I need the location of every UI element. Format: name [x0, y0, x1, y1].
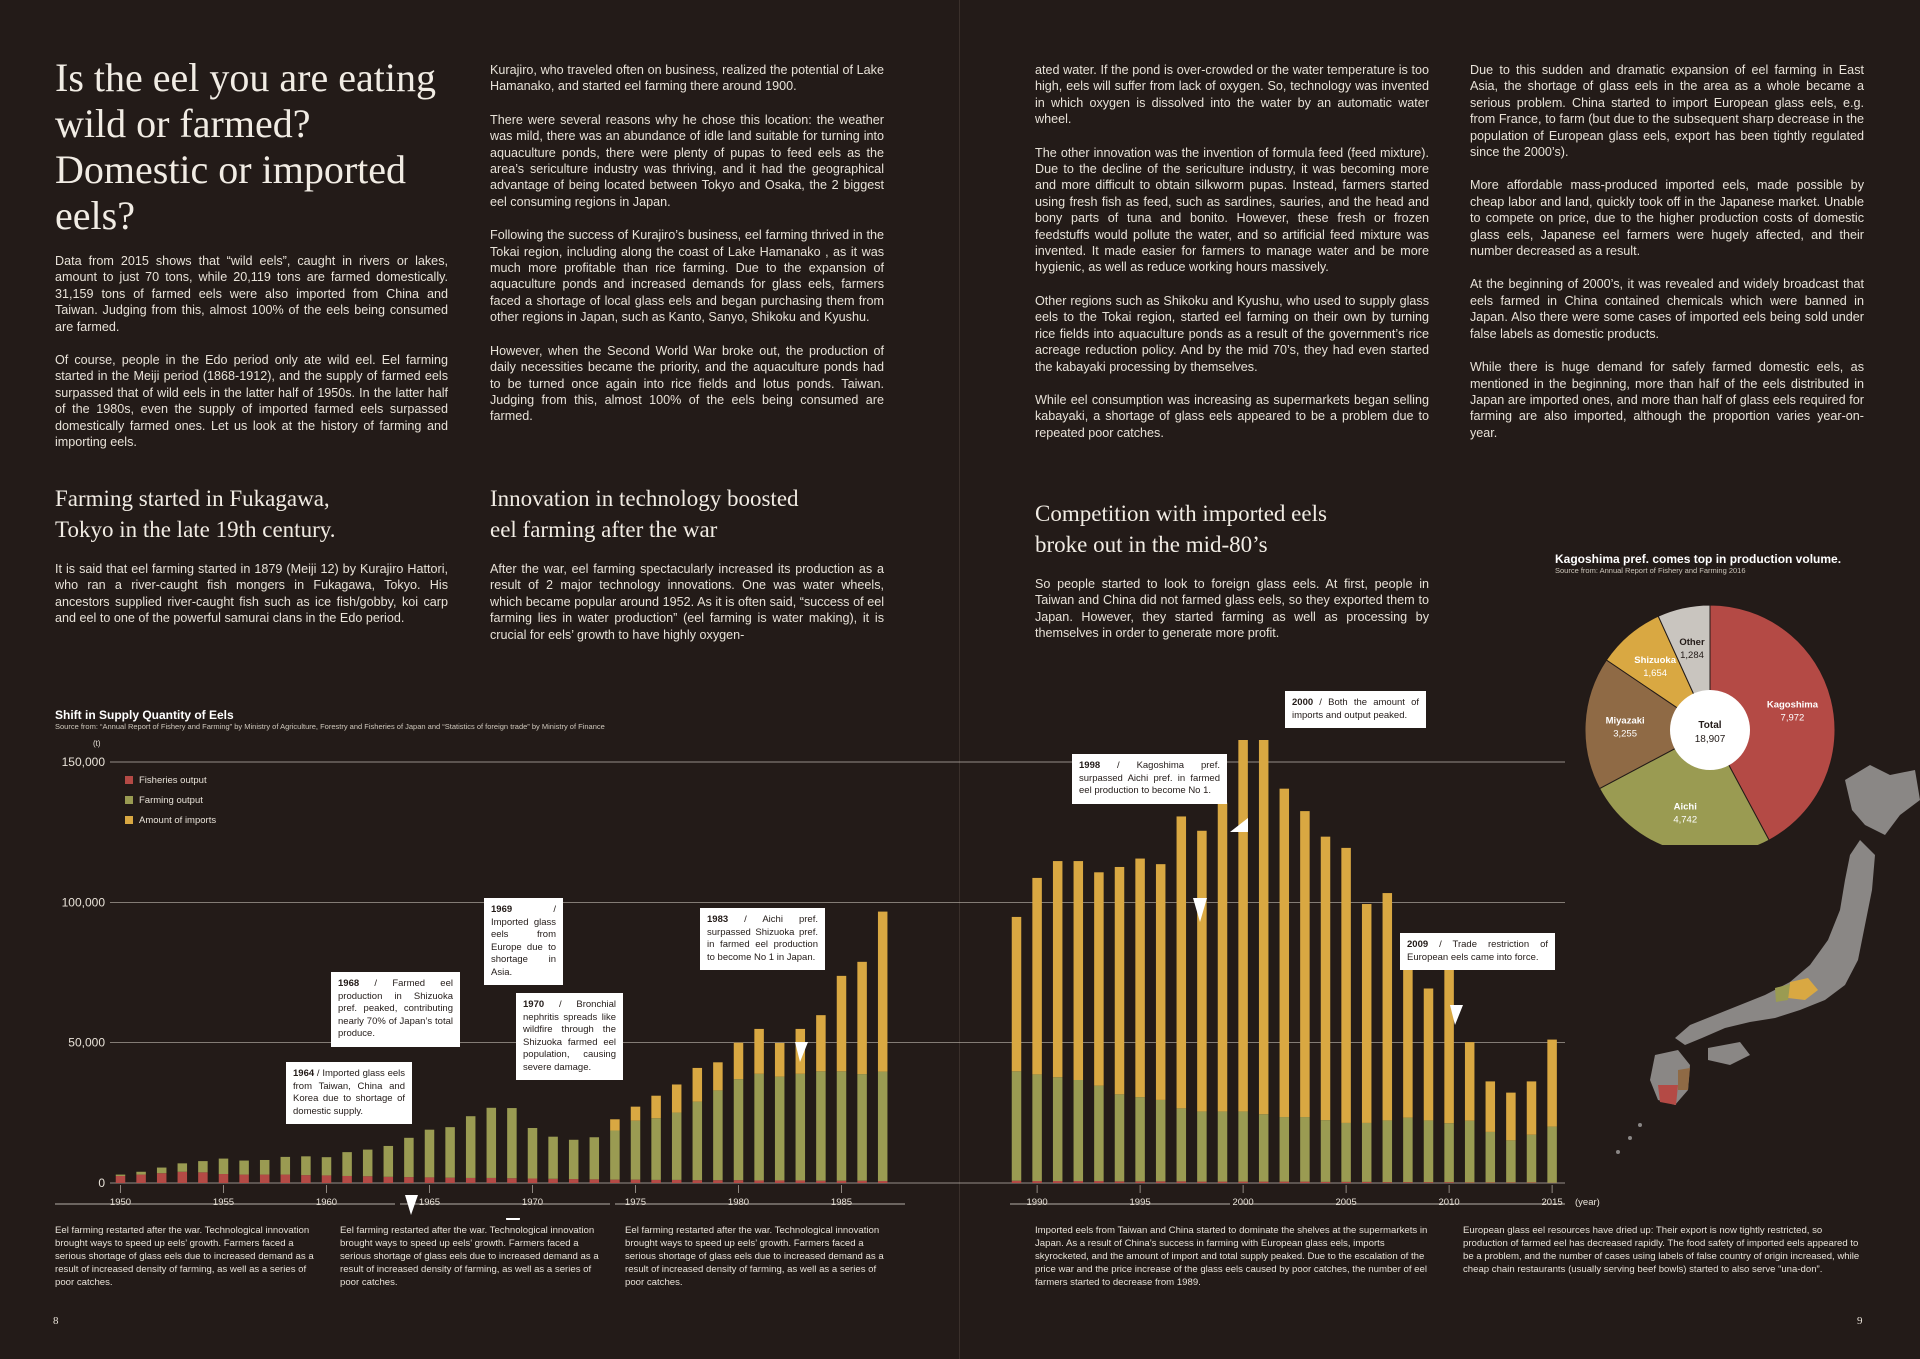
paragraph: It is said that eel farming started in 1879 (Meiji 12) by Kurajiro Hattori, who ran a river-caught fish mongers in Fukagawa, Tokyo. His ancestors supplied river-caught fish such as ice fish/gobby, koi carp and eel to one of the powerful samurai clans in the Edo period. — [55, 562, 448, 626]
paragraph: After the war, eel farming spectacularly increased its production as a result of 2 major technology innovations. One was water wheels, which became popular around 1952. As it is often said, “success of eel farming lies in water production” (eel farming is water making), it is crucial for eels’ growth to have highly oxygen- — [490, 562, 884, 642]
bar-farming-1981 — [754, 1074, 764, 1181]
column-4 — [1470, 62, 1864, 458]
bar-fisheries-1990 — [1032, 1181, 1042, 1183]
bar-fisheries-2006 — [1362, 1182, 1372, 1183]
bar-farming-2000 — [1238, 1111, 1248, 1181]
map-honshu — [1675, 840, 1875, 1045]
bar-imports-1977 — [672, 1084, 682, 1112]
pie-label-name: Miyazaki — [1605, 715, 1645, 727]
bar-imports-2005 — [1341, 848, 1351, 1123]
callout-year: 1998 — [1079, 760, 1101, 771]
paragraph: There were several reasons why he chose this location: the weather was mild, there was an abundance of idle land suitable for turning into aquaculture ponds, there were plenty of pupas to feed eels as the area’s sericulture industry was thriving, and it had the geographical advantage of being located between Tokyo and Osaka, the 2 biggest eel consuming regions in Japan. — [490, 112, 884, 209]
callout-text: Aichi pref. surpassed Shizuoka pref. in farmed eel production to become No 1 in Japan. — [707, 914, 818, 963]
bar-imports-1998 — [1197, 831, 1207, 1112]
bar-imports-1976 — [651, 1096, 661, 1118]
bar-fisheries-1951 — [136, 1175, 146, 1183]
bar-farming-1970 — [528, 1128, 538, 1179]
pie-chart-header — [1555, 552, 1875, 575]
bar-imports-1994 — [1115, 867, 1125, 1094]
bar-fisheries-1973 — [590, 1179, 600, 1183]
legend-swatch — [125, 816, 133, 824]
y-axis-unit: (t) — [93, 740, 101, 748]
bar-farming-1962 — [363, 1150, 373, 1177]
bar-farming-1987 — [878, 1072, 888, 1181]
callout-text: Farmed eel production in Shizuoka pref. peaked, contributing nearly 70% of Japan’s total produce. — [338, 978, 453, 1039]
bar-farming-1971 — [548, 1137, 558, 1179]
map-aichi — [1775, 984, 1790, 1002]
bar-fisheries-1952 — [157, 1173, 167, 1183]
x-tick-label: 1990 — [1026, 1197, 1048, 1208]
bar-farming-2010 — [1444, 1123, 1454, 1182]
bar-farming-2014 — [1527, 1135, 1537, 1183]
bar-fisheries-1955 — [219, 1174, 229, 1183]
map-miyazaki — [1678, 1068, 1690, 1090]
bar-farming-1990 — [1032, 1074, 1042, 1181]
bar-fisheries-2001 — [1259, 1182, 1269, 1183]
bar-fisheries-1980 — [734, 1180, 744, 1183]
bar-farming-2011 — [1465, 1121, 1475, 1183]
bar-fisheries-1998 — [1197, 1182, 1207, 1183]
callout-year: 1970 — [523, 999, 545, 1010]
paragraph: While there is huge demand for safely farmed domestic eels, as mentioned in the beginning, more than half of the eels distributed in Japan are imported ones, and more than half of glass eels required for farming are also imported, although the proportion varies year-on-year. — [1470, 360, 1864, 440]
callout-2000: 2000 / Both the amount of imports and output peaked. — [1285, 691, 1426, 728]
callout-1983: 1983 / Aichi pref. surpassed Shizuoka pref. in farmed eel production to become No 1 in Japan. — [700, 908, 825, 970]
bar-farming-2005 — [1341, 1123, 1351, 1182]
bar-farming-1999 — [1218, 1111, 1228, 1181]
era-note: Eel farming restarted after the war. Technological innovation brought ways to speed up eels’ growth. Farmers faced a serious shortage of glass eels due to increased demand as a result of increased density of farming, as well as a series of poor catches. — [625, 1225, 884, 1288]
pie-total-label: Total — [1698, 720, 1722, 731]
bar-fisheries-1991 — [1053, 1181, 1063, 1183]
bar-fisheries-1981 — [754, 1180, 764, 1183]
bar-farming-2001 — [1259, 1114, 1269, 1181]
bar-imports-1982 — [775, 1043, 785, 1077]
bar-fisheries-2000 — [1238, 1182, 1248, 1183]
bar-fisheries-1969 — [507, 1178, 517, 1183]
bar-imports-1979 — [713, 1062, 723, 1090]
bar-imports-2013 — [1506, 1093, 1516, 1141]
bar-farming-1978 — [693, 1102, 703, 1181]
legend-swatch — [125, 776, 133, 784]
callout-pointer — [506, 1218, 520, 1220]
bar-fisheries-1989 — [1012, 1181, 1022, 1183]
column-2-lower — [490, 561, 884, 660]
bar-fisheries-1993 — [1094, 1181, 1104, 1183]
x-axis-unit: (year) — [1575, 1197, 1600, 1208]
bar-farming-1954 — [198, 1161, 208, 1172]
bar-imports-1991 — [1053, 861, 1063, 1077]
bar-fisheries-1967 — [466, 1178, 476, 1183]
paragraph: However, when the Second World War broke out, the production of daily necessities became the priority, and the aquaculture ponds had to be turned once again into rice fields and lotus ponds. Taiwan. Judging from this, almost 100% of the eels being consumed are farmed. — [490, 343, 884, 424]
legend-imports — [125, 810, 216, 830]
bar-farming-1952 — [157, 1168, 167, 1174]
bar-farming-1977 — [672, 1113, 682, 1180]
callout-text: Both the amount of imports and output peaked. — [1292, 697, 1419, 721]
bar-farming-1995 — [1135, 1097, 1145, 1181]
bar-fisheries-1996 — [1156, 1181, 1166, 1183]
bar-farming-1966 — [445, 1127, 455, 1178]
bar-fisheries-1966 — [445, 1178, 455, 1183]
callout-year: 1964 — [293, 1068, 315, 1079]
paragraph: So people started to look to foreign glass eels. At first, people in Taiwan and China did not farmed glass eels, so they exported them to Japan. However, they started farming as well as processing by themselves in order to generate more profit. — [1035, 577, 1429, 641]
bar-imports-2008 — [1403, 949, 1413, 1117]
callout-year: 1968 — [338, 978, 360, 989]
bar-imports-1980 — [734, 1043, 744, 1079]
supply-chart-title: Shift in Supply Quantity of Eels — [55, 708, 234, 722]
legend-label: Farming output — [139, 794, 203, 806]
pie-total-value: 18,907 — [1694, 734, 1726, 745]
callout-2009: 2009 / Trade restriction of European eels came into force. — [1400, 933, 1555, 970]
x-tick-label: 1950 — [109, 1197, 132, 1208]
bar-imports-1978 — [693, 1068, 703, 1102]
bar-fisheries-1961 — [342, 1176, 352, 1183]
bar-fisheries-1978 — [693, 1180, 703, 1183]
callout-year: 2000 — [1292, 697, 1314, 708]
bar-farming-1993 — [1094, 1086, 1104, 1181]
paragraph: Data from 2015 shows that “wild eels”, caught in rivers or lakes, amount to just 70 tons, while 20,119 tons are farmed domestically. 31,159 tons of farmed eels were also imported from China and Taiwan. Judging from this, almost 100% of the eels being consumed are farmed. — [55, 254, 448, 334]
bar-fisheries-2004 — [1321, 1182, 1331, 1183]
column-2 — [490, 62, 884, 442]
bar-imports-2007 — [1383, 893, 1393, 1120]
column-3 — [1035, 62, 1429, 458]
paragraph: While eel consumption was increasing as supermarkets began selling kabayaki, a shortage of glass eels appeared to be a problem due to repeated poor catches. — [1035, 392, 1429, 440]
x-tick-label: 1985 — [830, 1197, 853, 1208]
bar-imports-1989 — [1012, 917, 1022, 1071]
bar-farming-1969 — [507, 1108, 517, 1178]
bar-farming-1998 — [1197, 1111, 1207, 1181]
y-tick-label: 150,000 — [61, 755, 105, 769]
paragraph: Due to this sudden and dramatic expansion of eel farming in East Asia, the shortage of glass eels in the area as a whole became a serious problem. China started to import European glass eels, e.g. from France, to farm (but due to the subsequent sharp decrease in the population of European glass eels, export has been tightly regulated since the 2000’s). — [1470, 63, 1864, 160]
bar-fisheries-1994 — [1115, 1181, 1125, 1183]
paragraph: Other regions such as Shikoku and Kyushu, who used to supply glass eels to the Tokai region, started eel farming on their own by turning rice fields into aquaculture ponds as a result of the government’s rice acreage reduction policy. And by the mid 70’s, they had even started the kabayaki processing by themselves. — [1035, 293, 1429, 374]
paragraph: Following the success of Kurajiro’s business, eel farming thrived in the Tokai region, including along the coast of Lake Hamanako , as it was much more profitable than rice farming. Due to the expansion of aquaculture ponds and increased demands for glass eels, farmers faced a shortage of local glass eels and began purchasing them from other regions in Japan, such as Kanto, Sanyo, Shikoku and Kyushu. — [490, 228, 884, 325]
bar-farming-1991 — [1053, 1077, 1063, 1181]
bar-fisheries-1982 — [775, 1180, 785, 1183]
bar-farming-1961 — [342, 1152, 352, 1176]
bar-farming-1986 — [857, 1074, 867, 1181]
bar-fisheries-2012 — [1486, 1182, 1496, 1183]
legend-farming — [125, 790, 216, 810]
supply-chart-source: Source from: “Annual Report of Fishery and Farming” by Ministry of Agriculture, Forestry and Fisheries of Japan and “Statistics of foreign trade” by Ministry of Finance — [55, 722, 605, 731]
legend-label: Fisheries output — [139, 774, 207, 786]
bar-fisheries-1960 — [322, 1175, 332, 1183]
bar-farming-1972 — [569, 1140, 579, 1179]
bar-farming-2002 — [1280, 1117, 1290, 1182]
bar-farming-1992 — [1074, 1080, 1084, 1181]
era-note: European glass eel resources have dried up: Their export is now tightly restricted, so production of farmed eel has decreased rapidly. The food safety of imported eels appeared to be a problem, and the number of cases using labels of false country of origin increased, while cheap chain restaurants (usually serving beef bowls) started to also serve “una-don”. — [1463, 1225, 1860, 1275]
bar-imports-1985 — [837, 976, 847, 1071]
bar-fisheries-2007 — [1383, 1182, 1393, 1183]
bar-imports-1993 — [1094, 872, 1104, 1085]
y-tick-label: 0 — [98, 1176, 105, 1190]
bar-farming-1976 — [651, 1118, 661, 1180]
bar-farming-1984 — [816, 1071, 826, 1180]
bar-fisheries-1974 — [610, 1180, 620, 1183]
bar-fisheries-1957 — [260, 1175, 270, 1183]
bar-farming-1974 — [610, 1131, 620, 1180]
bar-farming-2015 — [1547, 1127, 1557, 1183]
y-tick-label: 50,000 — [68, 1035, 105, 1050]
bar-farming-1953 — [178, 1163, 188, 1171]
bar-farming-1965 — [425, 1130, 435, 1178]
bar-farming-2012 — [1486, 1132, 1496, 1183]
bar-fisheries-2011 — [1465, 1182, 1475, 1183]
bar-farming-1982 — [775, 1077, 785, 1181]
bar-fisheries-2008 — [1403, 1182, 1413, 1183]
callout-1968: 1968 / Farmed eel production in Shizuoka pref. peaked, contributing nearly 70% of Japan’s total produce. — [331, 972, 460, 1047]
bar-fisheries-1979 — [713, 1180, 723, 1183]
map-island — [1628, 1136, 1632, 1140]
bar-fisheries-1995 — [1135, 1181, 1145, 1183]
callout-1964: 1964 / Imported glass eels from Taiwan, China and Korea due to shortage of domestic supply. — [286, 1062, 412, 1124]
pie-label-value: 4,742 — [1673, 814, 1698, 826]
bar-farming-1964 — [404, 1138, 414, 1177]
x-tick-label: 2000 — [1232, 1197, 1254, 1208]
bar-imports-2010 — [1444, 963, 1454, 1123]
y-tick-label: 100,000 — [61, 895, 105, 910]
pie-chart-source: Source from: Annual Report of Fishery and Farming 2016 — [1555, 566, 1746, 575]
bar-farming-1985 — [837, 1071, 847, 1180]
bar-imports-1974 — [610, 1119, 620, 1130]
bar-fisheries-1977 — [672, 1180, 682, 1183]
bar-fisheries-1964 — [404, 1177, 414, 1183]
callout-pointer — [405, 1195, 418, 1215]
bar-imports-2014 — [1527, 1081, 1537, 1134]
bar-fisheries-1963 — [384, 1177, 394, 1183]
x-tick-label: 2005 — [1335, 1197, 1357, 1208]
pie-label-value: 1,284 — [1680, 649, 1704, 661]
bar-farming-1979 — [713, 1090, 723, 1180]
bar-imports-1981 — [754, 1029, 764, 1074]
legend-swatch — [125, 796, 133, 804]
x-tick-label: 1970 — [521, 1197, 544, 1208]
bar-farming-1950 — [116, 1175, 126, 1176]
bar-farming-1975 — [631, 1121, 641, 1180]
bar-fisheries-1971 — [548, 1179, 558, 1183]
callout-1970: 1970 / Bronchial nephritis spreads like wildfire through the Shizuoka farmed eel population, causing severe damage. — [516, 993, 623, 1080]
bar-fisheries-1976 — [651, 1180, 661, 1183]
section-heading: Innovation in technology boosted eel farming after the war — [490, 486, 799, 542]
article-title: Is the eel you are eating wild or farmed? Domestic or imported eels? — [55, 55, 436, 238]
bar-fisheries-1992 — [1074, 1181, 1084, 1183]
bar-fisheries-2009 — [1424, 1182, 1434, 1183]
section-heading: Farming started in Fukagawa, Tokyo in the late 19th century. — [55, 486, 336, 542]
bar-fisheries-1997 — [1177, 1181, 1187, 1183]
bar-imports-2004 — [1321, 837, 1331, 1120]
section-heading: Competition with imported eels broke out in the mid-80’s — [1035, 501, 1327, 557]
page-number-left: 8 — [53, 1315, 59, 1327]
column-1 — [55, 253, 448, 467]
bar-farming-2009 — [1424, 1120, 1434, 1182]
bar-farming-1973 — [590, 1137, 600, 1179]
bar-farming-1980 — [734, 1079, 744, 1180]
bar-farming-1951 — [136, 1172, 146, 1175]
bar-imports-2003 — [1300, 811, 1310, 1117]
bar-imports-1990 — [1032, 878, 1042, 1074]
bar-fisheries-2014 — [1527, 1182, 1537, 1183]
bar-fisheries-1987 — [878, 1181, 888, 1183]
bar-imports-1987 — [878, 912, 888, 1072]
legend-label: Amount of imports — [139, 814, 217, 826]
bar-imports-1975 — [631, 1107, 641, 1121]
bar-imports-1984 — [816, 1015, 826, 1071]
bar-fisheries-1983 — [796, 1180, 806, 1183]
callout-text: Imported glass eels from Taiwan, China and Korea due to shortage of domestic supply. — [293, 1068, 405, 1117]
x-tick-label: 1955 — [212, 1197, 235, 1208]
callout-year: 2009 — [1407, 939, 1429, 950]
pie-label-name: Aichi — [1673, 801, 1697, 813]
column-1-lower — [55, 561, 448, 644]
bar-fisheries-1965 — [425, 1177, 435, 1183]
bar-farming-1956 — [239, 1161, 249, 1175]
bar-farming-1955 — [219, 1159, 229, 1174]
legend-fisheries — [125, 770, 216, 790]
bar-fisheries-2013 — [1506, 1182, 1516, 1183]
map-kagoshima — [1658, 1085, 1678, 1105]
pie-label-name: Kagoshima — [1766, 699, 1819, 711]
x-tick-label: 1975 — [624, 1197, 647, 1208]
x-tick-label: 1960 — [315, 1197, 338, 1208]
bar-farming-1996 — [1156, 1100, 1166, 1181]
bar-imports-2009 — [1424, 988, 1434, 1120]
bar-fisheries-1953 — [178, 1172, 188, 1183]
callout-year: 1983 — [707, 914, 729, 925]
bar-imports-1997 — [1177, 816, 1187, 1108]
bar-farming-2013 — [1506, 1140, 1516, 1182]
bar-fisheries-1958 — [281, 1175, 291, 1183]
bar-imports-2011 — [1465, 1042, 1475, 1121]
paragraph: Of course, people in the Edo period only ate wild eel. Eel farming started in the Meiji period (1868-1912), and the supply of farmed eels surpassed that of wild eels in the latter half of 1950s. In the latter half of the 1980s, even the supply of imported farmed eels surpassed domestically farmed ones. Let us look at the history of farming and importing eels. — [55, 353, 448, 450]
bar-farming-1958 — [281, 1157, 291, 1175]
bar-fisheries-1986 — [857, 1181, 867, 1183]
callout-text: Bronchial nephritis spreads like wildfire through the Shizuoka farmed eel population, causing severe damage. — [523, 999, 616, 1073]
map-shikoku — [1708, 1042, 1750, 1065]
era-note: Eel farming restarted after the war. Technological innovation brought ways to speed up eels’ growth. Farmers faced a serious shortage of glass eels due to increased demand as a result of increased density of farming, as well as a series of poor catches. — [340, 1225, 599, 1288]
bar-fisheries-1975 — [631, 1180, 641, 1183]
bar-farming-1994 — [1115, 1094, 1125, 1181]
bar-imports-2001 — [1259, 740, 1269, 1114]
pie-label-value: 1,654 — [1643, 668, 1668, 680]
bar-farming-2004 — [1321, 1120, 1331, 1182]
bar-imports-1996 — [1156, 864, 1166, 1100]
x-tick-label: 1965 — [418, 1197, 441, 1208]
bar-imports-1992 — [1074, 861, 1084, 1080]
pie-chart — [1585, 585, 1905, 845]
bar-fisheries-2003 — [1300, 1182, 1310, 1183]
bar-fisheries-2010 — [1444, 1182, 1454, 1183]
paragraph: ated water. If the pond is over-crowded or the water temperature is too high, eels will suffer from lack of oxygen. So, technology was invented in which oxygen is dissolved into the water by an automatic water wheel. — [1035, 63, 1429, 127]
bar-imports-2012 — [1486, 1081, 1496, 1132]
bar-fisheries-1959 — [301, 1175, 311, 1183]
map-island — [1638, 1123, 1642, 1127]
x-tick-label: 1980 — [727, 1197, 750, 1208]
pie-label-name: Other — [1679, 636, 1705, 648]
bar-fisheries-1970 — [528, 1179, 538, 1183]
era-note: Eel farming restarted after the war. Technological innovation brought ways to speed up eels’ growth. Farmers faced a serious shortage of glass eels due to increased demand as a result of increased density of farming, as well as a series of poor catches. — [55, 1225, 314, 1288]
bar-imports-1986 — [857, 962, 867, 1074]
pie-chart-title: Kagoshima pref. comes top in production volume. — [1555, 552, 1842, 566]
bar-fisheries-1999 — [1218, 1182, 1228, 1183]
bar-farming-2007 — [1383, 1120, 1393, 1182]
paragraph: At the beginning of 2000’s, it was revealed and widely broadcast that eels farmed in China contained chemicals which were banned in Japan. Also there were some cases of imported eels being sold under false labels as domestic products. — [1470, 277, 1864, 341]
column-3-lower — [1035, 576, 1429, 659]
pie-label-value: 3,255 — [1613, 728, 1638, 740]
bar-farming-1960 — [322, 1157, 332, 1175]
bar-fisheries-2005 — [1341, 1182, 1351, 1183]
x-tick-label: 2010 — [1438, 1197, 1460, 1208]
paragraph: The other innovation was the invention of formula feed (feed mixture). Due to the decline of the sericulture industry, it was becoming more and more difficult to obtain silkworm pupas. Instead, farmers started using fresh fish as feed, such as sardines, sauries, and the head and bony parts of tuna and bonito. However, these fresh or frozen feedstuffs would pollute the water, and so artificial feed mixture was invented. It made easier for farmers to manage water and be more hygienic, as well as reduce working hours massively. — [1035, 145, 1429, 275]
era-note: Imported eels from Taiwan and China started to dominate the shelves at the supermarkets in Japan. As a result of China’s success in farming with European glass eels, imports skyrocketed, and the amount of import and total supply peaked. Due to the escalation of the price war and the price increase of the glass eels caused by poor catches, the number of eel farmers started to decrease from 1989. — [1035, 1225, 1428, 1288]
bar-farming-2003 — [1300, 1117, 1310, 1182]
callout-year: 1969 — [491, 904, 513, 915]
bar-imports-2015 — [1547, 1040, 1557, 1127]
paragraph: More affordable mass-produced imported eels, made possible by cheap labor and land, quickly took off in the Japanese market. Unable to compete on price, due to the higher production costs of domestic glass eels, Japanese eel farmers were hugely affected, and their number decreased as a result. — [1470, 178, 1864, 259]
bar-imports-2000 — [1238, 740, 1248, 1111]
bar-farming-1968 — [487, 1108, 497, 1178]
callout-text: Kagoshima pref. surpassed Aichi pref. in farmed eel production to become No 1. — [1079, 760, 1220, 796]
bar-farming-1959 — [301, 1156, 311, 1175]
paragraph: Kurajiro, who traveled often on business, realized the potential of Lake Hamanako, and started eel farming there around 1900. — [490, 63, 884, 94]
bar-imports-2002 — [1280, 789, 1290, 1117]
bar-farming-1967 — [466, 1116, 476, 1178]
bar-farming-1983 — [796, 1074, 806, 1181]
bar-fisheries-1956 — [239, 1175, 249, 1183]
bar-farming-1963 — [384, 1146, 394, 1177]
map-island — [1616, 1150, 1620, 1154]
bar-fisheries-2002 — [1280, 1182, 1290, 1183]
callout-text: Trade restriction of European eels came into force. — [1407, 939, 1549, 963]
supply-chart-header — [55, 708, 855, 731]
x-tick-label: 1995 — [1129, 1197, 1151, 1208]
bar-imports-1999 — [1218, 803, 1228, 1112]
bar-farming-1957 — [260, 1160, 270, 1175]
bar-fisheries-1985 — [837, 1181, 847, 1183]
bar-fisheries-1950 — [116, 1176, 126, 1183]
pie-label-name: Shizuoka — [1634, 655, 1676, 667]
bar-fisheries-1972 — [569, 1179, 579, 1183]
page-number-right: 9 — [1857, 1315, 1863, 1327]
bar-fisheries-1968 — [487, 1178, 497, 1183]
bar-fisheries-1962 — [363, 1176, 373, 1183]
bar-farming-2006 — [1362, 1123, 1372, 1182]
bar-fisheries-1954 — [198, 1172, 208, 1183]
pie-label-value: 7,972 — [1780, 712, 1805, 724]
x-tick-label: 2015 — [1541, 1197, 1563, 1208]
bar-farming-1997 — [1177, 1108, 1187, 1181]
bar-fisheries-1984 — [816, 1181, 826, 1183]
supply-legend — [125, 770, 216, 830]
bar-imports-1995 — [1135, 859, 1145, 1098]
callout-1969: 1969 / Imported glass eels from Europe due to shortage in Asia. — [484, 898, 563, 985]
callout-1998: 1998 / Kagoshima pref. surpassed Aichi pref. in farmed eel production to become No 1. — [1072, 754, 1227, 804]
callout-text: Imported glass eels from Europe due to shortage in Asia. — [491, 916, 556, 978]
bar-imports-2006 — [1362, 904, 1372, 1123]
bar-farming-1989 — [1012, 1071, 1022, 1180]
bar-farming-2008 — [1403, 1118, 1413, 1183]
